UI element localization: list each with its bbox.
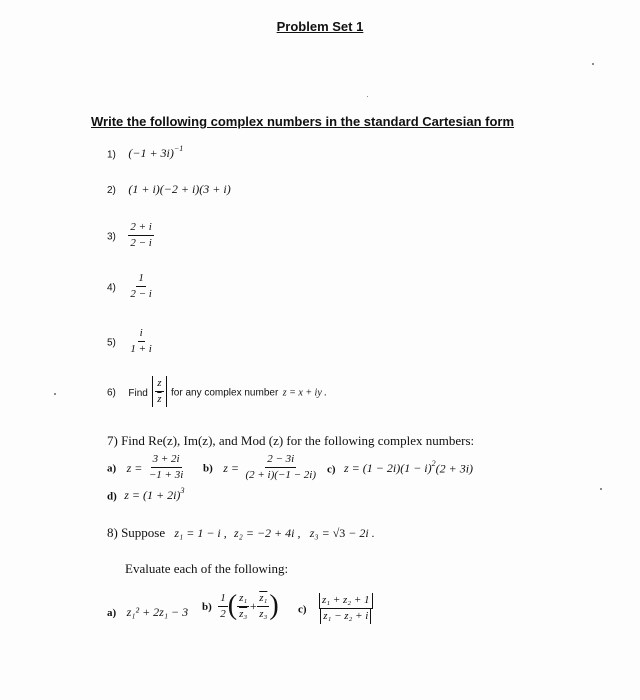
problem-number: 1) <box>107 149 116 161</box>
page-title: Problem Set 1 <box>276 19 364 34</box>
exponent: 3 <box>180 486 185 495</box>
absolute-value <box>152 376 166 407</box>
problem-7-a <box>107 452 185 483</box>
fraction-numerator-conjugate: z₁ <box>257 591 269 607</box>
problem-text: for any complex number <box>171 387 279 399</box>
fraction <box>128 220 153 251</box>
fraction-denominator: 2 − i <box>130 237 152 249</box>
fraction <box>147 452 185 483</box>
part-label: c) <box>327 463 336 476</box>
fraction-numerator: 1 <box>136 271 146 287</box>
fraction <box>128 326 153 357</box>
fraction-denominator: z₁ − z₂ + i <box>320 609 371 624</box>
problem-expression: (−1 + 3i) <box>128 146 174 161</box>
part-expression: z₁² + 2z₁ − 3 <box>126 605 189 619</box>
problem-7-d <box>107 486 184 504</box>
sqrt-three: √3 <box>332 526 346 540</box>
fraction-numerator: 2 + i <box>128 220 153 236</box>
part-expression-tail: (2 + 3i) <box>435 461 474 476</box>
part-expression: z = (1 + 2i) <box>124 488 181 503</box>
problem-7-c <box>327 459 473 477</box>
part-label: a) <box>107 462 117 475</box>
z1-definition: z₁ = 1 − i , <box>174 526 227 540</box>
z3-lhs: z₃ = <box>309 526 333 540</box>
fraction-half <box>218 591 228 622</box>
fraction-numerator: 1 <box>218 591 228 607</box>
part-lhs: z = <box>223 460 240 475</box>
exponent: −1 <box>173 144 184 153</box>
fraction-denominator: 2 <box>220 607 226 620</box>
fraction <box>237 591 249 622</box>
part-label: c) <box>298 603 307 616</box>
problem-number: 5) <box>107 337 116 349</box>
part-label: b) <box>203 462 213 475</box>
part-label: b) <box>202 601 212 614</box>
fraction <box>128 271 153 302</box>
fraction <box>155 376 163 407</box>
fraction-denominator-conjugate: z₃ <box>239 607 248 620</box>
problem-7-b <box>203 452 318 483</box>
problem-number: 4) <box>107 282 116 294</box>
z2-definition: z₂ = −2 + 4i , <box>234 526 301 540</box>
fraction <box>319 593 373 624</box>
problem-1 <box>107 144 183 162</box>
fraction-denominator: 1 + i <box>130 343 152 355</box>
problem-7-intro: 7) Find Re(z), Im(z), and Mod (z) for the following complex numbers: <box>107 433 475 448</box>
problem-text: 8) Suppose <box>107 525 166 540</box>
problem-number: 3) <box>107 231 116 243</box>
fraction-denominator: −1 + 3i <box>148 469 184 481</box>
problem-math: z = x + iy . <box>282 387 327 399</box>
part-expression: z = (1 − 2i)(1 − i) <box>344 461 432 476</box>
scan-speck <box>592 63 594 65</box>
left-paren: ( <box>227 590 238 621</box>
fraction-numerator: 3 + 2i <box>151 452 182 468</box>
problem-8-c <box>298 593 373 624</box>
z3-definition <box>310 526 375 540</box>
scan-speck <box>367 96 368 97</box>
problem-6 <box>107 376 327 407</box>
problem-8-intro <box>107 525 375 541</box>
fraction-denominator: z₃ <box>259 607 268 620</box>
part-lhs: z = <box>126 460 143 475</box>
plus-sign: + <box>249 599 258 614</box>
fraction <box>257 591 269 622</box>
evaluate-instruction: Evaluate each of the following: <box>125 561 289 576</box>
part-label: d) <box>107 490 117 503</box>
problem-3 <box>107 220 154 251</box>
problem-8-a <box>107 603 188 621</box>
problem-number: 6) <box>107 387 116 399</box>
fraction-numerator: i <box>138 326 145 342</box>
fraction-denominator: 2 − i <box>130 288 152 300</box>
problem-2 <box>107 180 231 198</box>
exponent: 2 <box>431 459 436 468</box>
fraction-numerator: z₁ + z₂ + 1 <box>319 593 373 609</box>
scan-speck <box>600 488 602 490</box>
fraction-denominator-conjugate: z <box>157 393 162 405</box>
find-word: Find <box>128 387 148 399</box>
fraction-numerator: z₁ <box>237 591 249 607</box>
problem-8-b <box>202 590 279 622</box>
z3-tail: − 2i . <box>345 526 375 540</box>
problem-5 <box>107 326 154 357</box>
part-label: a) <box>107 607 117 619</box>
scan-speck <box>54 393 56 395</box>
section-heading: Write the following complex numbers in the standard Cartesian form <box>91 114 515 129</box>
right-paren: ) <box>269 590 279 621</box>
fraction-numerator: 2 − 3i <box>265 452 296 468</box>
fraction-denominator: (2 + i)(−1 − 2i) <box>245 469 317 481</box>
fraction-numerator: z <box>155 376 163 392</box>
fraction <box>243 452 318 483</box>
problem-4 <box>107 271 154 302</box>
problem-number: 2) <box>107 185 116 196</box>
problem-expression: (1 + i)(−2 + i)(3 + i) <box>128 182 231 196</box>
